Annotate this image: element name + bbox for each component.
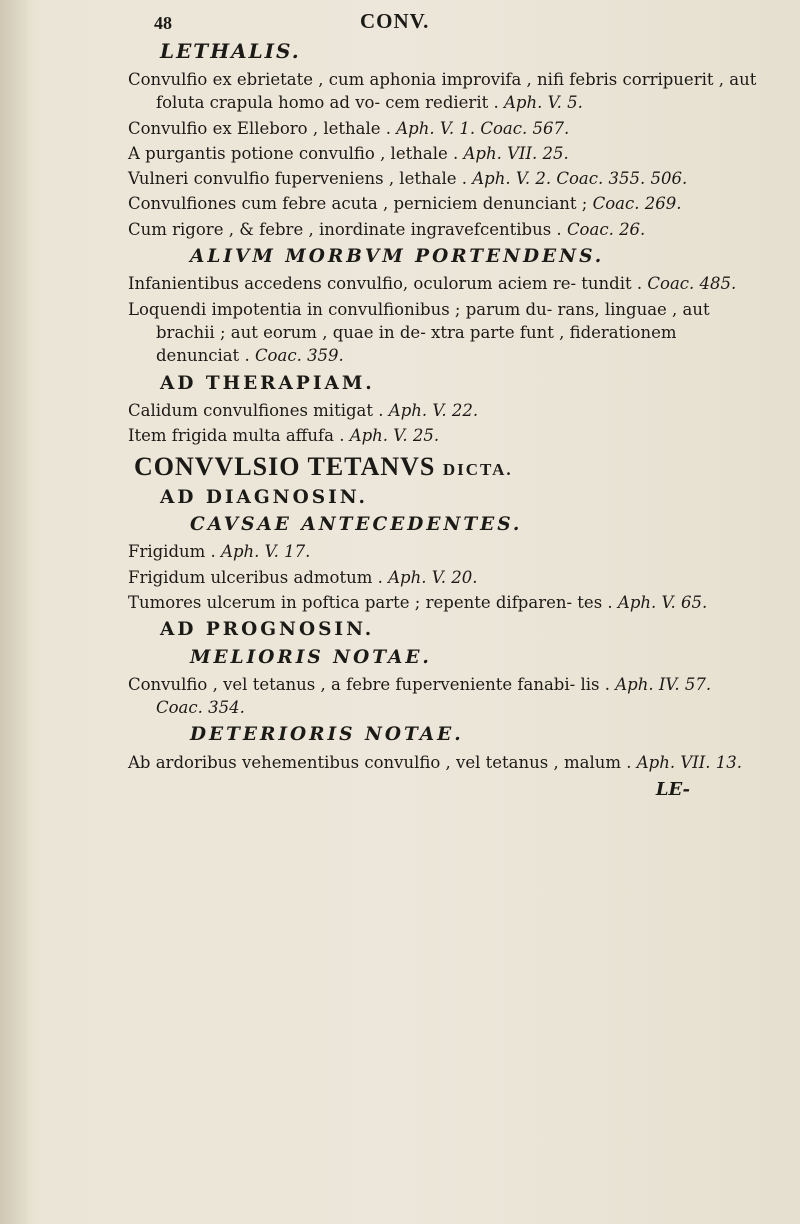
entries-top <box>120 68 760 241</box>
section-heading-diagnosin: AD DIAGNOSIN. <box>160 486 368 508</box>
entry-0: Convulfio ex ebrietate , cum aphonia improvifa , nifi febris corripuerit , aut foluta crapula homo ad vo- cem redierit . Aph. V. 5. <box>128 70 757 113</box>
entry-1: Convulfio ex Elleboro , lethale . Aph. V. 1. Coac. 567. <box>128 118 570 138</box>
section-heading-therapiam: AD THERAPIAM. <box>160 372 375 394</box>
entry-s2-1: Item frigida multa affufa . Aph. V. 25. <box>128 426 440 446</box>
entry-s3-0: Frigidum . Aph. V. 17. <box>128 542 311 562</box>
main-heading-suffix: DICTA. <box>442 460 513 480</box>
entry-s3-2: Tumores ulcerum in poftica parte ; repente difparen- tes . Aph. V. 65. <box>128 592 708 612</box>
entry-5: Cum rigore , & febre , inordinate ingravefcentibus . Coac. 26. <box>128 219 646 239</box>
page-number: 48 <box>154 13 172 33</box>
entry-s2-0: Calidum convulfiones mitigat . Aph. V. 22. <box>128 400 479 420</box>
subheading-causae: CAVSAE ANTECEDENTES. <box>190 514 523 536</box>
page-text-block <box>120 8 760 801</box>
entry-s4-0: Convulfio , vel tetanus , a febre fuperveniente fanabi- lis . Aph. IV. 57. Coac. 354. <box>128 674 712 718</box>
entry-4: Convulfiones cum febre acuta , perniciem denunciant ; Coac. 269. <box>128 194 682 214</box>
running-head: LETHALIS. <box>160 39 301 63</box>
entry-s3-1: Frigidum ulceribus admotum . Aph. V. 20. <box>128 567 478 587</box>
main-heading <box>134 452 760 482</box>
section-heading-prognosin: AD PROGNOSIN. <box>160 619 375 641</box>
subheading-melioris: MELIORIS NOTAE. <box>190 646 432 668</box>
entry-s1-0: Infanientibus accedens convulfio, oculorum aciem re- tundit . Coac. 485. <box>128 274 737 294</box>
entry-3: Vulneri convulfio fuperveniens , lethale . Aph. V. 2. Coac. 355. 506. <box>128 169 688 189</box>
subheading-deterioris: DETERIORIS NOTAE. <box>190 724 464 746</box>
entry-s5-0: Ab ardoribus vehementibus convulfio , vel tetanus , malum . Aph. VII. 13. <box>128 752 743 772</box>
page-gutter-edge <box>0 0 28 1224</box>
page-header-title: CONV. <box>360 9 430 33</box>
catchword: LE- <box>655 779 690 801</box>
section-heading-portendens: ALIVM MORBVM PORTENDENS. <box>190 246 605 268</box>
main-heading-title: CONVVLSIO TETANVS <box>134 452 436 482</box>
page-header <box>120 8 760 44</box>
entry-2: A purgantis potione convulfio , lethale . Aph. VII. 25. <box>128 143 569 163</box>
entry-s1-1: Loquendi impotentia in convulfionibus ; parum du- rans, linguae , aut brachii ; aut eorum , quae in de- xtra parte funt , fiderationem denunciat . Coac. 359. <box>128 299 710 366</box>
